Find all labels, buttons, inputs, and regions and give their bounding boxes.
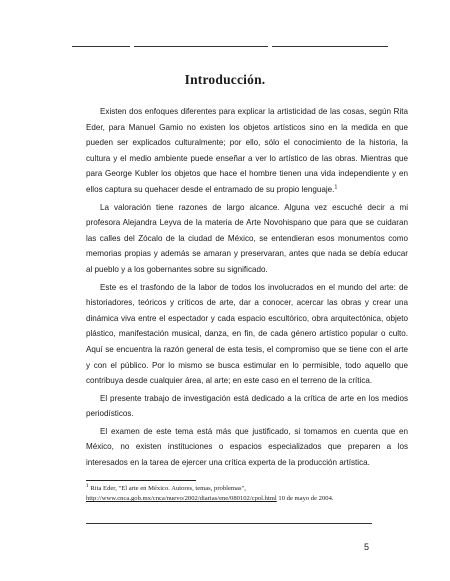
footnote-rule	[86, 480, 196, 481]
footnote-date: 10 de mayo de 2004.	[276, 495, 334, 502]
page-number: 5	[364, 542, 370, 552]
paragraph: Este es el trasfondo de la labor de todos los involucrados en el mundo del arte: de historiadores, teóricos y críticos de arte, dar a conocer, acercar las obras y crear una dinámica viva entre el espectador y cada espacio escultórico, obra arquitectónica, objeto plástico, manifestación musical, danza, en fin, de cada género artístico popular o culto. Aquí se encuentra la razón general de esta tesis, el compromiso que se tiene con el arte y con el público. Por lo mismo se busca estimular en lo permisible, todo aquello que contribuya desde cualquier área, al arte; en este caso en el terreno de la crítica.	[86, 282, 408, 386]
footnote-text: Rita Eder, "El arte en México. Autores, temas, problemas",	[88, 485, 246, 492]
header-rule-gap	[130, 43, 134, 49]
page-title: Introducción.	[184, 72, 266, 87]
paragraph: El examen de este tema está más que justificado, si tomamos en cuenta que en México, no existen instituciones o espacios especializados que preparen a los interesados en la tarea de ejercer una crítica experta de la producción artística.	[86, 426, 408, 468]
paragraph	[86, 104, 408, 198]
paragraph: El presente trabajo de investigación está dedicado a la crítica de arte en los medios periodísticos.	[86, 393, 408, 419]
footnote-reference: 1	[334, 184, 338, 191]
header-rule	[72, 46, 388, 47]
footnote-marker: 1	[86, 482, 89, 489]
paragraph-text: Existen dos enfoques diferentes para explicar la artisticidad de las cosas, según Rita Eder, para Manuel Gamio no existen los objetos artísticos sino en la medida en que pueden ser explicados culturalmente; por ello, sólo el conocimiento de la historia, la cultura y el medio ambiente puede enseñar a ver lo artístico de las obras. Mientras que para George Kubler los objetos que hace el hombre tienen una vida independiente y en ellos captura su quehacer desde el entramado de su propio lenguaje.	[86, 107, 408, 194]
paragraph: La valoración tiene razones de largo alcance. Alguna vez escuché decir a mi profesora Alejandra Leyva de la materia de Arte Novohispano que para que se cuidaran las calles del Zócalo de la ciudad de México, se entendieran esos monumentos como memorias propias y además se amaran y preservaran, antes que nada se debía educar al pueblo y a los gobernantes sobre su significado.	[86, 202, 408, 274]
body-text	[86, 104, 408, 473]
footnote-link[interactable]: http://www.cnca.gob.mx/cnca/nuevo/2002/diarias/ene/080102/cpol.html	[86, 495, 277, 502]
footer-rule	[86, 523, 372, 524]
footnote	[86, 484, 416, 504]
header-rule-gap	[268, 43, 272, 49]
